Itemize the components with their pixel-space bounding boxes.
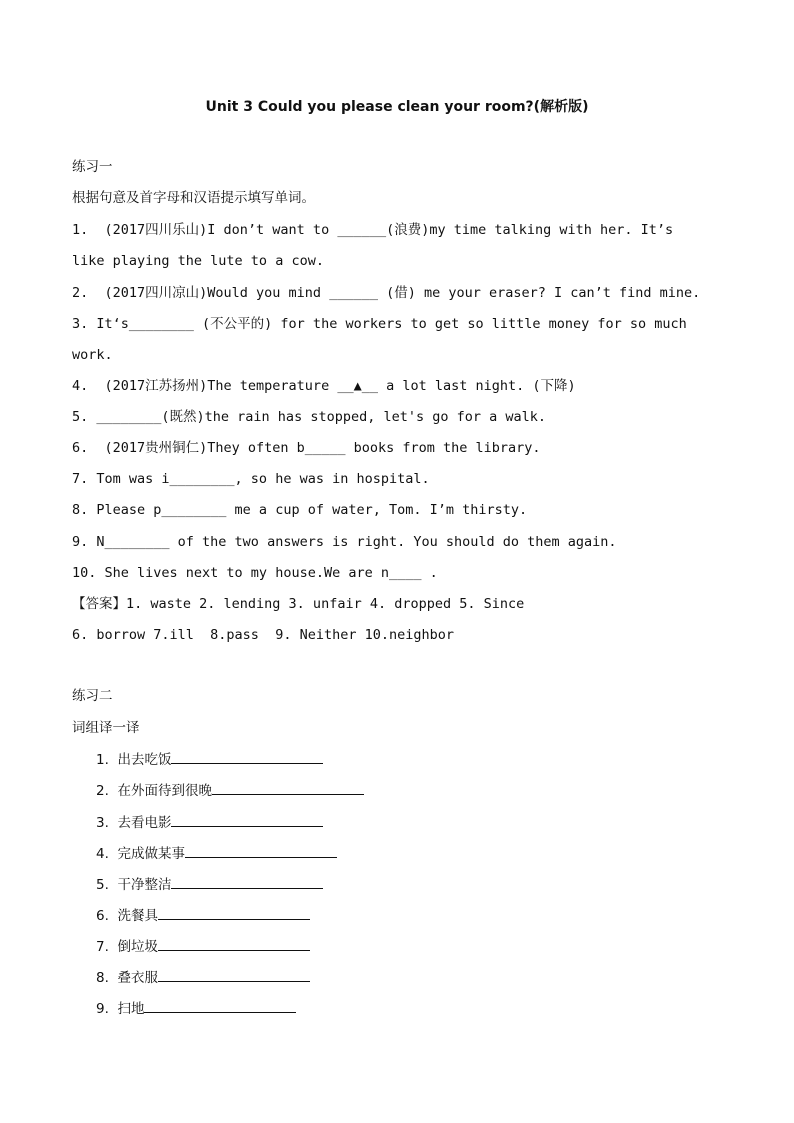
- phrase-item: [96, 843, 337, 864]
- phrase-item: [96, 998, 296, 1019]
- exercise-line: 7. Tom was i________, so he was in hospital.: [72, 471, 430, 487]
- exercise-line: 1. (2017四川乐山)I don’t want to ______(浪费)my time talking with her. It’s: [72, 222, 674, 238]
- phrase-item: [96, 905, 310, 926]
- phrase-item: [96, 967, 310, 988]
- phrase-label: 8. 叠衣服: [96, 970, 158, 986]
- exercise-line: 5. ________(既然)the rain has stopped, let's go for a walk.: [72, 409, 547, 425]
- exercise-line: work.: [72, 347, 113, 363]
- section1-heading: 练习一: [72, 159, 113, 175]
- section2-heading: 练习二: [72, 688, 113, 704]
- phrase-label: 6. 洗餐具: [96, 908, 158, 924]
- phrase-item: [96, 780, 364, 801]
- exercise-line: like playing the lute to a cow.: [72, 253, 324, 269]
- exercise-line: 9. N________ of the two answers is right. You should do them again.: [72, 534, 617, 550]
- phrase-item: [96, 874, 323, 895]
- section2-instruction: 词组译一译: [72, 720, 140, 736]
- phrase-label: 5. 干净整洁: [96, 877, 172, 893]
- phrase-label: 3. 去看电影: [96, 815, 172, 831]
- answer-line: 6. borrow 7.ill 8.pass 9. Neither 10.neighbor: [72, 627, 455, 643]
- answer-blank[interactable]: [158, 905, 310, 920]
- phrase-label: 1. 出去吃饭: [96, 752, 172, 768]
- answer-blank[interactable]: [158, 967, 310, 982]
- answer-line: 【答案】1. waste 2. lending 3. unfair 4. dropped 5. Since: [72, 596, 525, 612]
- phrase-item: [96, 936, 310, 957]
- phrase-item: [96, 812, 323, 833]
- phrase-label: 2. 在外面待到很晚: [96, 783, 212, 799]
- answer-blank[interactable]: [144, 998, 296, 1013]
- exercise-line: 2. (2017四川凉山)Would you mind ______ (借) me your eraser? I can’t find mine.: [72, 285, 701, 301]
- answer-blank[interactable]: [158, 936, 310, 951]
- answer-blank[interactable]: [185, 843, 337, 858]
- phrase-item: [96, 749, 323, 770]
- exercise-line: 8. Please p________ me a cup of water, Tom. I’m thirsty.: [72, 502, 528, 518]
- answer-blank[interactable]: [212, 780, 364, 795]
- phrase-label: 9. 扫地: [96, 1001, 145, 1017]
- phrase-label: 7. 倒垃圾: [96, 939, 158, 955]
- exercise-line: 3. It‘s________ (不公平的) for the workers to get so little money for so much: [72, 316, 687, 332]
- answer-blank[interactable]: [171, 749, 323, 764]
- page-title: Unit 3 Could you please clean your room?(解析版): [205, 99, 589, 115]
- exercise-line: 6. (2017贵州铜仁)They often b_____ books from the library.: [72, 440, 541, 456]
- exercise-line: 10. She lives next to my house.We are n____ .: [72, 565, 438, 581]
- section1-instruction: 根据句意及首字母和汉语提示填写单词。: [72, 190, 315, 206]
- exercise-line: 4. (2017江苏扬州)The temperature __▲__ a lot last night. (下降): [72, 378, 576, 394]
- answer-blank[interactable]: [171, 874, 323, 889]
- phrase-label: 4. 完成做某事: [96, 846, 185, 862]
- answer-blank[interactable]: [171, 812, 323, 827]
